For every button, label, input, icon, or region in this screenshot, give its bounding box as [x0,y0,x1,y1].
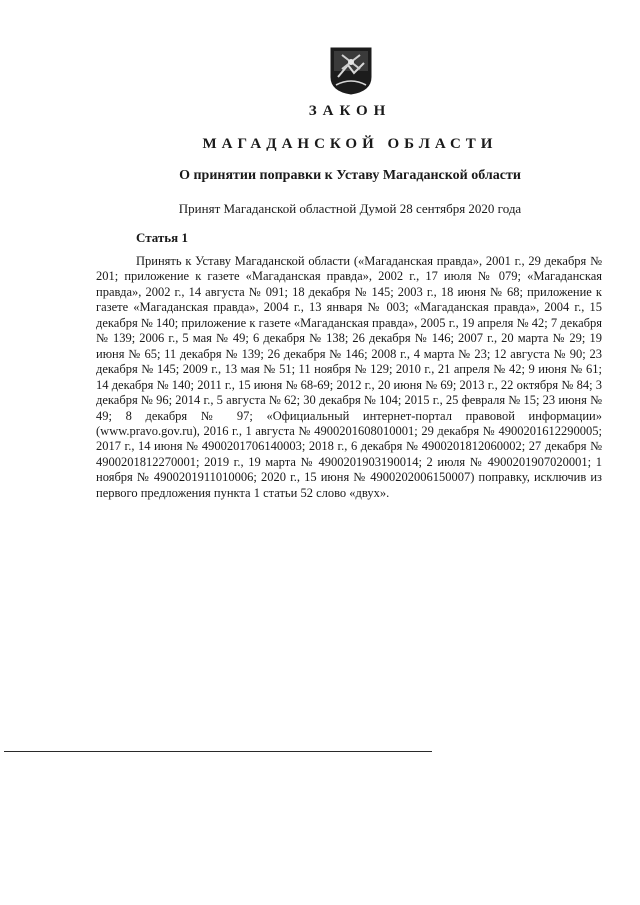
coat-of-arms-icon [330,47,372,95]
document-type-title: ЗАКОН [308,103,392,119]
law-subject-title: О принятии поправки к Уставу Магаданской области [179,168,521,183]
footer-divider [4,751,432,752]
article-body-text: Принять к Уставу Магаданской области («Магаданская правда», 2001 г., 29 декабря № 201; приложение к газете «Магаданская правда», 2002 г., 17 июля № 079; «Магаданская правда», 2002 г., 14 августа № 091; 18 декабря № 145; 2003 г., 18 июня № 68; приложение к газете «Магаданская правда», 2004 г., 13 января № 003; «Магаданская правда», 2004 г., 15 декабря № 140; приложение к газете «Магаданская правда», 2005 г., 19 апреля № 42; 7 декабря № 139; 2006 г., 5 мая № 49; 6 декабря № 138; 26 декабря № 146; 2007 г., 20 марта № 29; 19 июня № 65; 11 декабря № 139; 26 декабря № 146; 2008 г., 4 марта № 23; 12 августа № 90; 23 декабря № 145; 2009 г., 13 мая № 51; 11 ноября № 129; 2010 г., 21 апреля № 42; 9 июня № 61; 14 декабря № 140; 2011 г., 15 июня № 68-69; 2012 г., 20 июня № 69; 2013 г., 22 октября № 84; 3 декабря № 96; 2014 г., 5 августа № 62; 30 декабря № 104; 2015 г., 25 февраля № 15; 23 июня № 49; 8 декабря № 97; «Официальный интернет-портал правовой информации» (www.pravo.gov.ru), 2016 г., 1 августа № 4900201608010001; 29 декабря № 4900201612290005; 2017 г., 14 июня № 4900201706140003; 2018 г., 6 декабря № 4900201812060002; 27 декабря № 4900201812270001; 2019 г., 19 марта № 4900201903190014; 2 июля № 4900201907020001; 1 ноября № 4900201911010006; 2020 г., 15 июня № 4900202006150007) поправку, исключив из первого предложения пункта 1 статьи 52 слово «двух». [96,254,602,500]
region-title: МАГАДАНСКОЙ ОБЛАСТИ [202,136,498,152]
adoption-statement: Принят Магаданской областной Думой 28 сентября 2020 года [178,201,522,216]
article-heading: Статья 1 [136,230,188,245]
